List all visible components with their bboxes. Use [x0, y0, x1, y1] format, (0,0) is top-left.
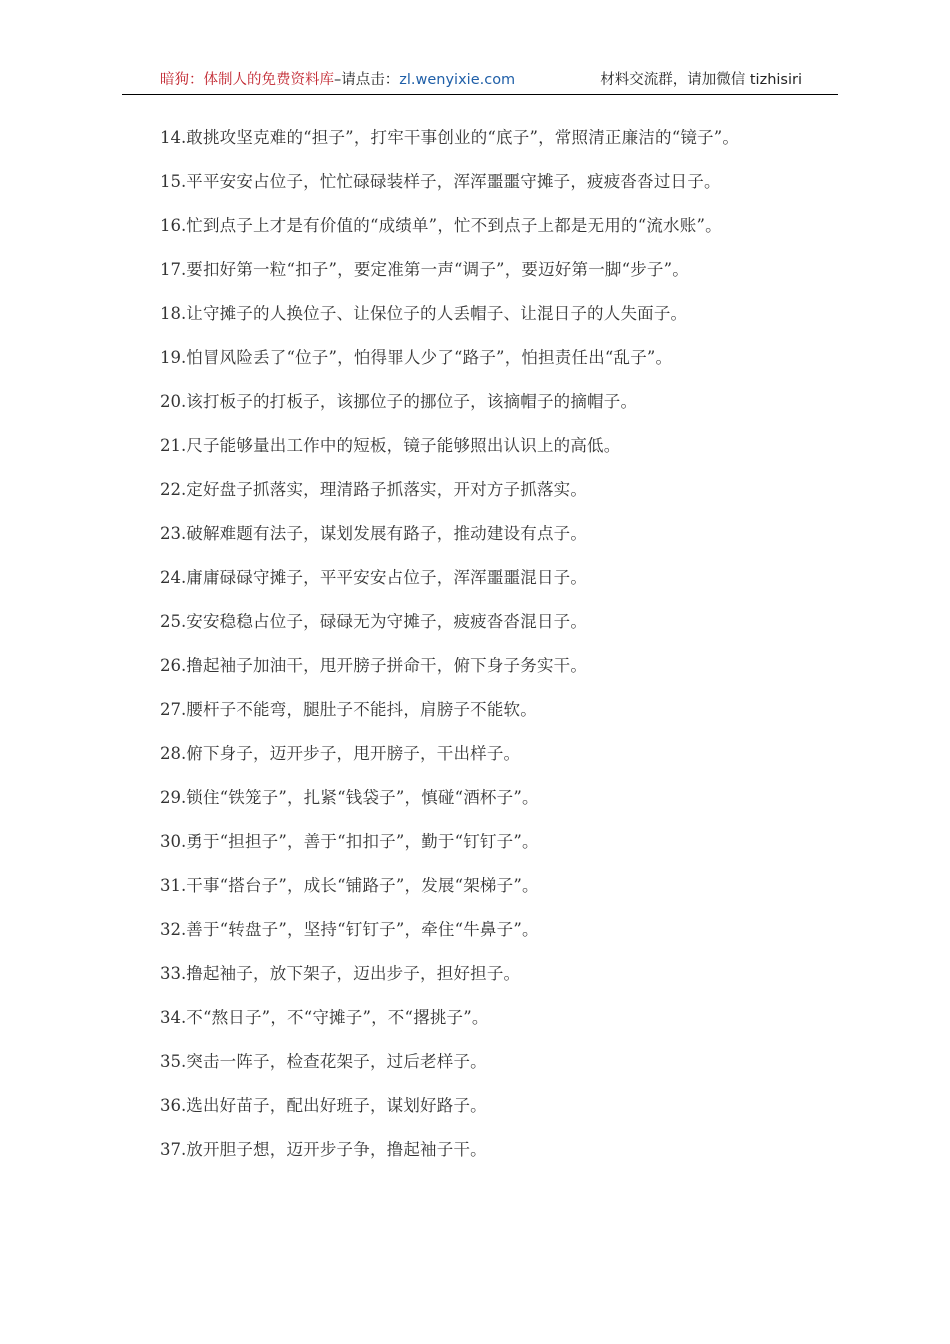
item-text: 怕冒风险丢了“位子”，怕得罪人少了“路子”，怕担责任出“乱子”。	[186, 348, 673, 367]
document-body	[122, 122, 838, 1178]
item-number: 35.	[160, 1052, 187, 1071]
item-text: 尺子能够量出工作中的短板，镜子能够照出认识上的高低。	[186, 436, 621, 455]
item-text: 干事“搭台子”，成长“铺路子”，发展“架梯子”。	[186, 876, 539, 895]
item-number: 29.	[160, 788, 187, 807]
item-text: 锁住“铁笼子”，扎紧“钱袋子”，慎碰“酒杯子”。	[186, 788, 539, 807]
list-item	[122, 650, 838, 682]
list-item	[122, 166, 838, 198]
list-item	[122, 298, 838, 330]
item-number: 26.	[160, 656, 187, 675]
item-text: 突击一阵子，检查花架子，过后老样子。	[186, 1052, 487, 1071]
item-text: 不“熬日子”，不“守摊子”，不“撂挑子”。	[186, 1008, 489, 1027]
header-left	[160, 70, 515, 90]
item-text: 安安稳稳占位子，碌碌无为守摊子，疲疲沓沓混日子。	[186, 612, 588, 631]
item-number: 30.	[160, 832, 187, 851]
item-text: 放开胆子想，迈开步子争，撸起袖子干。	[186, 1140, 487, 1159]
item-number: 37.	[160, 1140, 187, 1159]
list-item	[122, 694, 838, 726]
item-number: 19.	[160, 348, 187, 367]
item-text: 俯下身子，迈开步子，甩开膀子，干出样子。	[186, 744, 521, 763]
item-number: 14.	[160, 128, 187, 147]
item-text: 平平安安占位子，忙忙碌碌装样子，浑浑噩噩守摊子，疲疲沓沓过日子。	[186, 172, 721, 191]
list-item	[122, 562, 838, 594]
list-item	[122, 518, 838, 550]
list-item	[122, 474, 838, 506]
item-text: 定好盘子抓落实，理清路子抓落实，开对方子抓落实。	[186, 480, 588, 499]
item-text: 善于“转盘子”，坚持“钉钉子”，牵住“牛鼻子”。	[186, 920, 539, 939]
list-item	[122, 606, 838, 638]
item-text: 要扣好第一粒“扣子”，要定准第一声“调子”，要迈好第一脚“步子”。	[186, 260, 689, 279]
header-brand: 暗狗：体制人的免费资料库	[160, 72, 334, 88]
list-item	[122, 1046, 838, 1078]
item-text: 庸庸碌碌守摊子，平平安安占位子，浑浑噩噩混日子。	[186, 568, 588, 587]
list-item	[122, 826, 838, 858]
header-contact: 材料交流群，请加微信 tizhisiri	[600, 72, 802, 88]
item-text: 破解难题有法子，谋划发展有路子，推动建设有点子。	[186, 524, 588, 543]
list-item	[122, 386, 838, 418]
list-item	[122, 958, 838, 990]
item-number: 24.	[160, 568, 187, 587]
item-number: 23.	[160, 524, 187, 543]
item-text: 撸起袖子加油干，甩开膀子拼命干，俯下身子务实干。	[186, 656, 588, 675]
item-text: 选出好苗子，配出好班子，谋划好路子。	[186, 1096, 487, 1115]
list-item	[122, 430, 838, 462]
item-text: 敢挑攻坚克难的“担子”，打牢干事创业的“底子”，常照清正廉洁的“镜子”。	[186, 128, 740, 147]
header-click-prompt: –请点击：	[334, 72, 400, 88]
page-header	[122, 70, 838, 95]
item-text: 撸起袖子，放下架子，迈出步子，担好担子。	[186, 964, 521, 983]
item-number: 28.	[160, 744, 187, 763]
item-text: 腰杆子不能弯，腿肚子不能抖，肩膀子不能软。	[186, 700, 537, 719]
list-item	[122, 254, 838, 286]
item-number: 31.	[160, 876, 187, 895]
list-item	[122, 738, 838, 770]
item-number: 18.	[160, 304, 187, 323]
item-number: 15.	[160, 172, 187, 191]
item-text: 让守摊子的人换位子、让保位子的人丢帽子、让混日子的人失面子。	[186, 304, 688, 323]
item-text: 勇于“担担子”，善于“扣扣子”，勤于“钉钉子”。	[186, 832, 539, 851]
item-number: 17.	[160, 260, 187, 279]
list-item	[122, 1134, 838, 1166]
header-url-link[interactable]: zl.wenyixie.com	[399, 72, 516, 88]
item-number: 16.	[160, 216, 187, 235]
item-text: 该打板子的打板子，该挪位子的挪位子，该摘帽子的摘帽子。	[186, 392, 638, 411]
list-item	[122, 342, 838, 374]
item-number: 20.	[160, 392, 187, 411]
list-item	[122, 210, 838, 242]
item-text: 忙到点子上才是有价值的“成绩单”，忙不到点子上都是无用的“流水账”。	[186, 216, 722, 235]
item-number: 25.	[160, 612, 187, 631]
list-item	[122, 914, 838, 946]
item-number: 27.	[160, 700, 187, 719]
item-number: 36.	[160, 1096, 187, 1115]
item-number: 33.	[160, 964, 187, 983]
item-number: 32.	[160, 920, 187, 939]
item-number: 22.	[160, 480, 187, 499]
list-item	[122, 870, 838, 902]
list-item	[122, 1002, 838, 1034]
list-item	[122, 122, 838, 154]
list-item	[122, 782, 838, 814]
item-number: 34.	[160, 1008, 187, 1027]
list-item	[122, 1090, 838, 1122]
item-number: 21.	[160, 436, 187, 455]
